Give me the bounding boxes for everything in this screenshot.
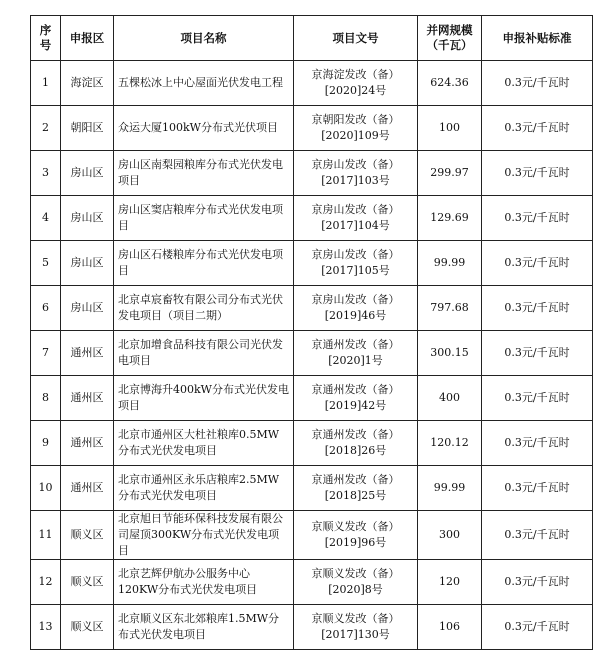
table-row — [31, 196, 593, 241]
header-standard: 申报补贴标准 — [482, 16, 593, 61]
table-row — [31, 151, 593, 196]
table-row — [31, 511, 593, 560]
row-project-name: 众运大厦100kW分布式光伏项目 — [114, 106, 294, 151]
table-row — [31, 421, 593, 466]
row-district: 房山区 — [61, 286, 114, 331]
row-capacity: 129.69 — [418, 196, 482, 241]
row-project-name: 北京旭日节能环保科技发展有限公司屋顶300KW分布式光伏发电项目 — [114, 511, 294, 560]
row-doc-number: 京顺义发改（备）[2020]8号 — [294, 560, 418, 605]
table-header — [31, 16, 593, 61]
row-project-name: 北京艺辉伊航办公服务中心120KW分布式光伏发电项目 — [114, 560, 294, 605]
table-body — [31, 61, 593, 650]
header-doc: 项目文号 — [294, 16, 418, 61]
row-district: 朝阳区 — [61, 106, 114, 151]
row-seq: 1 — [31, 61, 61, 106]
row-project-name: 房山区南梨园粮库分布式光伏发电项目 — [114, 151, 294, 196]
row-project-name: 北京市通州区大杜社粮库0.5MW分布式光伏发电项目 — [114, 421, 294, 466]
row-project-name: 房山区石楼粮库分布式光伏发电项目 — [114, 241, 294, 286]
row-doc-number: 京顺义发改（备）[2019]96号 — [294, 511, 418, 560]
row-district: 通州区 — [61, 331, 114, 376]
row-doc-number: 京朝阳发改（备）[2020]109号 — [294, 106, 418, 151]
row-subsidy-standard: 0.3元/千瓦时 — [482, 466, 593, 511]
row-seq: 4 — [31, 196, 61, 241]
row-seq: 9 — [31, 421, 61, 466]
row-capacity: 400 — [418, 376, 482, 421]
row-doc-number: 京通州发改（备）[2018]26号 — [294, 421, 418, 466]
row-doc-number: 京海淀发改（备）[2020]24号 — [294, 61, 418, 106]
row-seq: 11 — [31, 511, 61, 560]
row-project-name: 北京博海升400kW分布式光伏发电项目 — [114, 376, 294, 421]
row-district: 海淀区 — [61, 61, 114, 106]
row-subsidy-standard: 0.3元/千瓦时 — [482, 605, 593, 650]
row-capacity: 300.15 — [418, 331, 482, 376]
row-seq: 12 — [31, 560, 61, 605]
row-capacity: 120.12 — [418, 421, 482, 466]
row-capacity: 99.99 — [418, 466, 482, 511]
row-doc-number: 京通州发改（备）[2020]1号 — [294, 331, 418, 376]
table-row — [31, 466, 593, 511]
table-row — [31, 241, 593, 286]
row-subsidy-standard: 0.3元/千瓦时 — [482, 151, 593, 196]
row-district: 房山区 — [61, 151, 114, 196]
row-seq: 2 — [31, 106, 61, 151]
table-row — [31, 560, 593, 605]
row-capacity: 106 — [418, 605, 482, 650]
row-seq: 8 — [31, 376, 61, 421]
table-row — [31, 286, 593, 331]
row-district: 通州区 — [61, 376, 114, 421]
row-district: 通州区 — [61, 421, 114, 466]
row-capacity: 99.99 — [418, 241, 482, 286]
row-district: 房山区 — [61, 196, 114, 241]
row-doc-number: 京房山发改（备）[2017]105号 — [294, 241, 418, 286]
header-district: 申报区 — [61, 16, 114, 61]
table-row — [31, 106, 593, 151]
row-doc-number: 京顺义发改（备）[2017]130号 — [294, 605, 418, 650]
row-capacity: 100 — [418, 106, 482, 151]
row-seq: 7 — [31, 331, 61, 376]
row-district: 顺义区 — [61, 511, 114, 560]
row-subsidy-standard: 0.3元/千瓦时 — [482, 331, 593, 376]
row-doc-number: 京通州发改（备）[2019]42号 — [294, 376, 418, 421]
row-project-name: 北京加增食品科技有限公司光伏发电项目 — [114, 331, 294, 376]
header-row — [31, 16, 593, 61]
row-seq: 13 — [31, 605, 61, 650]
row-capacity: 299.97 — [418, 151, 482, 196]
row-district: 顺义区 — [61, 605, 114, 650]
header-capacity: 并网规模（千瓦） — [418, 16, 482, 61]
row-subsidy-standard: 0.3元/千瓦时 — [482, 241, 593, 286]
row-seq: 5 — [31, 241, 61, 286]
row-subsidy-standard: 0.3元/千瓦时 — [482, 560, 593, 605]
subsidy-table — [30, 15, 593, 650]
row-doc-number: 京通州发改（备）[2018]25号 — [294, 466, 418, 511]
row-doc-number: 京房山发改（备）[2017]103号 — [294, 151, 418, 196]
row-seq: 3 — [31, 151, 61, 196]
row-subsidy-standard: 0.3元/千瓦时 — [482, 196, 593, 241]
row-district: 顺义区 — [61, 560, 114, 605]
row-project-name: 北京顺义区东北郊粮库1.5MW分布式光伏发电项目 — [114, 605, 294, 650]
table-row — [31, 376, 593, 421]
row-district: 通州区 — [61, 466, 114, 511]
row-subsidy-standard: 0.3元/千瓦时 — [482, 106, 593, 151]
row-capacity: 797.68 — [418, 286, 482, 331]
row-doc-number: 京房山发改（备）[2017]104号 — [294, 196, 418, 241]
row-subsidy-standard: 0.3元/千瓦时 — [482, 286, 593, 331]
row-project-name: 北京卓宸畜牧有限公司分布式光伏发电项目（项目二期） — [114, 286, 294, 331]
row-capacity: 624.36 — [418, 61, 482, 106]
table-row — [31, 61, 593, 106]
row-subsidy-standard: 0.3元/千瓦时 — [482, 376, 593, 421]
row-capacity: 120 — [418, 560, 482, 605]
row-subsidy-standard: 0.3元/千瓦时 — [482, 61, 593, 106]
table-row — [31, 331, 593, 376]
row-subsidy-standard: 0.3元/千瓦时 — [482, 511, 593, 560]
row-doc-number: 京房山发改（备）[2019]46号 — [294, 286, 418, 331]
row-capacity: 300 — [418, 511, 482, 560]
row-district: 房山区 — [61, 241, 114, 286]
table-row — [31, 605, 593, 650]
row-seq: 10 — [31, 466, 61, 511]
row-subsidy-standard: 0.3元/千瓦时 — [482, 421, 593, 466]
row-project-name: 北京市通州区永乐店粮库2.5MW分布式光伏发电项目 — [114, 466, 294, 511]
row-project-name: 五棵松冰上中心屋面光伏发电工程 — [114, 61, 294, 106]
header-seq: 序号 — [31, 16, 61, 61]
header-name: 项目名称 — [114, 16, 294, 61]
row-project-name: 房山区窦店粮库分布式光伏发电项目 — [114, 196, 294, 241]
row-seq: 6 — [31, 286, 61, 331]
